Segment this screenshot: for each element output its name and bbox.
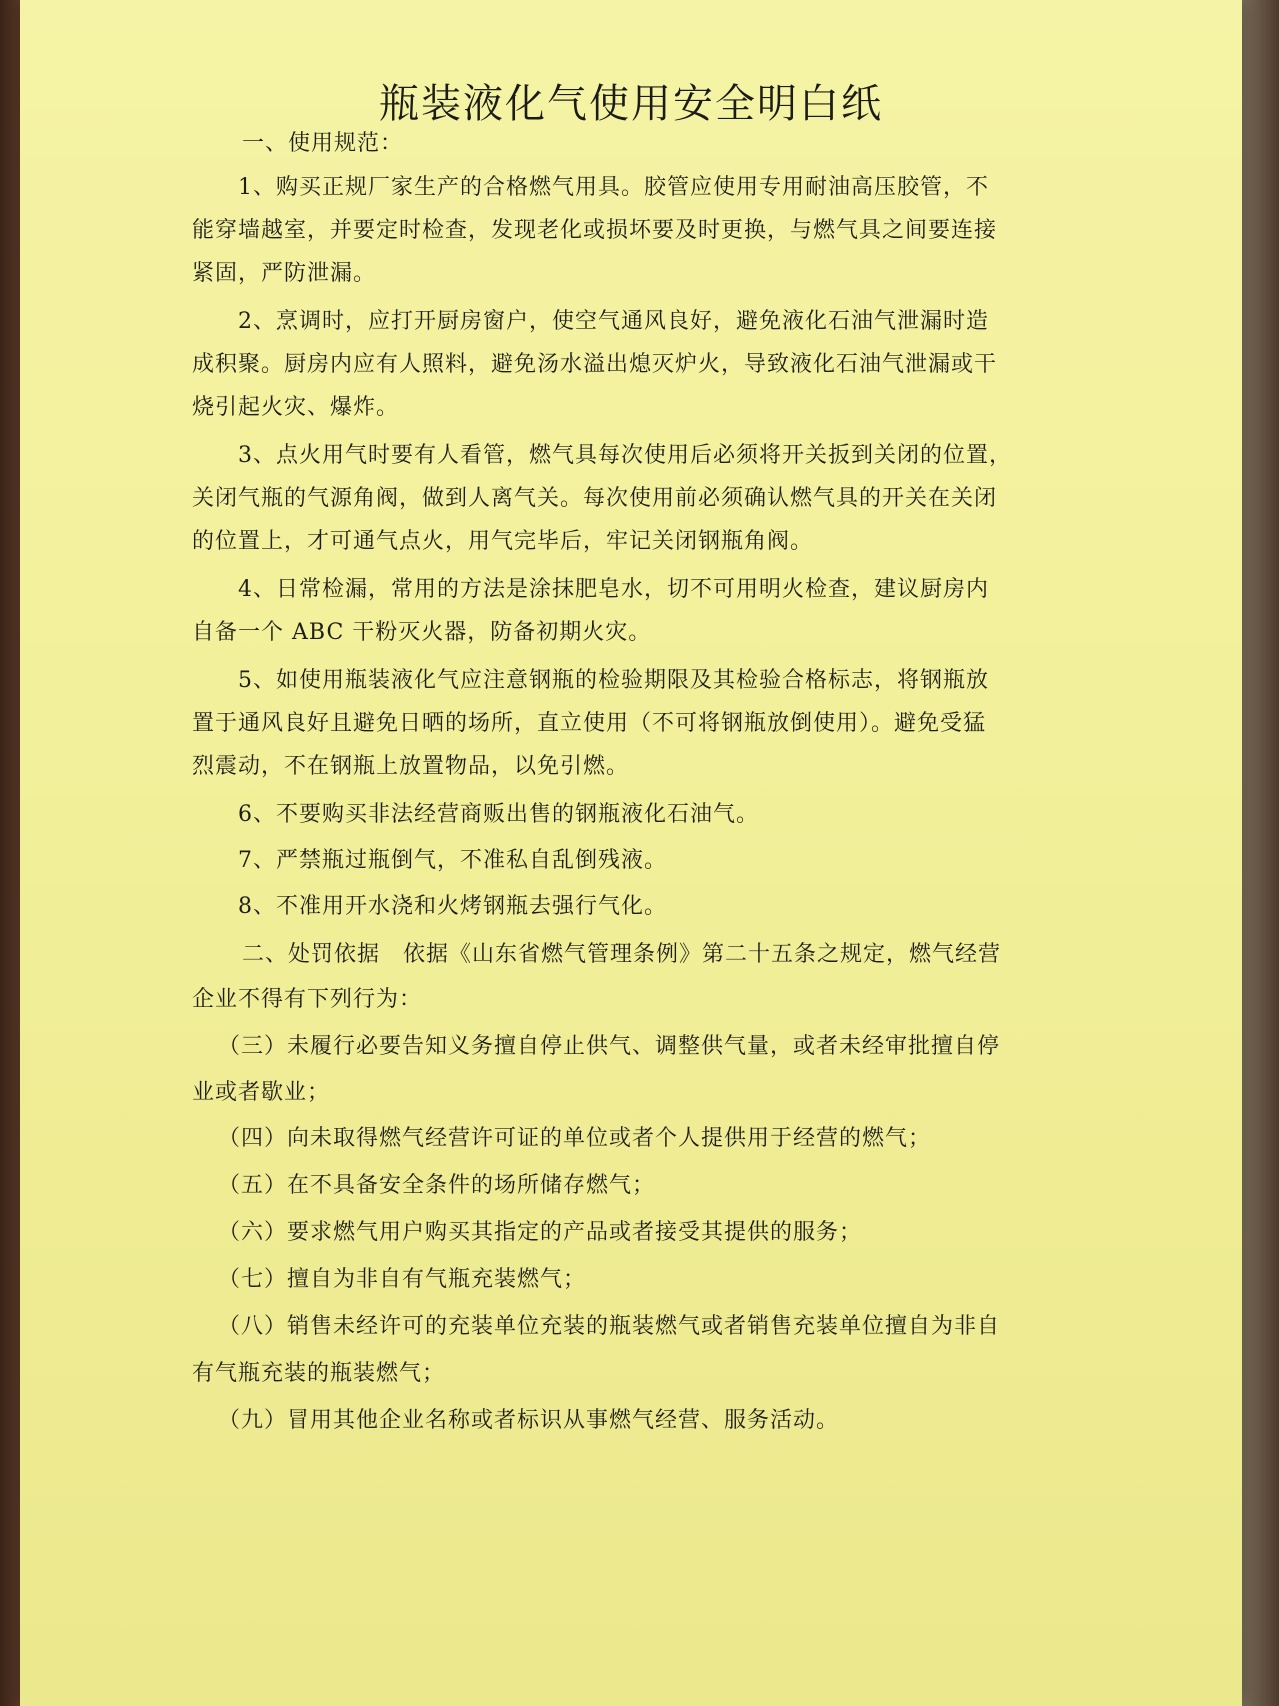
rule-3-line-3: 的位置上，才可通气点火，用气完毕后，牢记关闭钢瓶角阀。 xyxy=(192,529,814,554)
rule-2-line-1: 2、烹调时，应打开厨房窗户，使空气通风良好，避免液化石油气泄漏时造 xyxy=(238,309,989,334)
rule-2-line-3: 烧引起火灾、爆炸。 xyxy=(192,395,400,420)
rule-3-line-1: 3、点火用气时要有人看管，燃气具每次使用后必须将开关扳到关闭的位置， xyxy=(238,443,1012,468)
page-title: 瓶装液化气使用安全明白纸 xyxy=(379,81,883,127)
section-heading-penalty-line-1: 二、处罚依据 依据《山东省燃气管理条例》第二十五条之规定，燃气经营 xyxy=(242,942,1002,967)
rule-4-line-1: 4、日常检漏，常用的方法是涂抹肥皂水，切不可用明火检查，建议厨房内 xyxy=(238,577,989,602)
penalty-item-8-line-2: 有气瓶充装的瓶装燃气； xyxy=(192,1361,446,1386)
penalty-item-7: （七）擅自为非自有气瓶充装燃气； xyxy=(218,1267,587,1292)
penalty-item-9: （九）冒用其他企业名称或者标识从事燃气经营、服务活动。 xyxy=(218,1408,840,1433)
penalty-item-3-line-1: （三）未履行必要告知义务擅自停止供气、调整供气量，或者未经审批擅自停 xyxy=(218,1034,1001,1059)
penalty-item-8-line-1: （八）销售未经许可的充装单位充装的瓶装燃气或者销售充装单位擅自为非自 xyxy=(218,1314,1001,1339)
section-heading-penalty-line-2: 企业不得有下列行为： xyxy=(192,987,423,1012)
rule-8: 8、不准用开水浇和火烤钢瓶去强行气化。 xyxy=(238,894,667,919)
rule-5-line-1: 5、如使用瓶装液化气应注意钢瓶的检验期限及其检验合格标志，将钢瓶放 xyxy=(238,668,989,693)
rule-1-line-1: 1、购买正规厂家生产的合格燃气用具。胶管应使用专用耐油高压胶管，不 xyxy=(238,175,989,200)
rule-1-line-3: 紧固，严防泄漏。 xyxy=(192,261,377,286)
rule-7: 7、严禁瓶过瓶倒气，不准私自乱倒残液。 xyxy=(238,848,667,873)
rule-3-line-2: 关闭气瓶的气源角阀，做到人离气关。每次使用前必须确认燃气具的开关在关闭 xyxy=(192,486,998,511)
penalty-item-6: （六）要求燃气用户购买其指定的产品或者接受其提供的服务； xyxy=(218,1220,863,1245)
penalty-item-5: （五）在不具备安全条件的场所储存燃气； xyxy=(218,1173,656,1198)
penalty-item-4: （四）向未取得燃气经营许可证的单位或者个人提供用于经营的燃气； xyxy=(218,1126,932,1151)
penalty-item-3-line-2: 业或者歇业； xyxy=(192,1080,331,1105)
rule-5-line-3: 烈震动，不在钢瓶上放置物品，以免引燃。 xyxy=(192,754,630,779)
section-heading-usage: 一、使用规范： xyxy=(242,131,404,156)
rule-6: 6、不要购买非法经营商贩出售的钢瓶液化石油气。 xyxy=(238,802,759,827)
rule-2-line-2: 成积聚。厨房内应有人照料，避免汤水溢出熄灭炉火，导致液化石油气泄漏或干 xyxy=(192,352,998,377)
rule-4-line-2: 自备一个 ABC 干粉灭火器，防备初期火灾。 xyxy=(192,620,652,645)
notice-paper xyxy=(20,0,1242,1706)
rule-5-line-2: 置于通风良好且避免日晒的场所，直立使用（不可将钢瓶放倒使用）。避免受猛 xyxy=(192,711,987,736)
rule-1-line-2: 能穿墙越室，并要定时检查，发现老化或损坏要及时更换，与燃气具之间要连接 xyxy=(192,218,998,243)
notice-body xyxy=(20,0,1242,1706)
